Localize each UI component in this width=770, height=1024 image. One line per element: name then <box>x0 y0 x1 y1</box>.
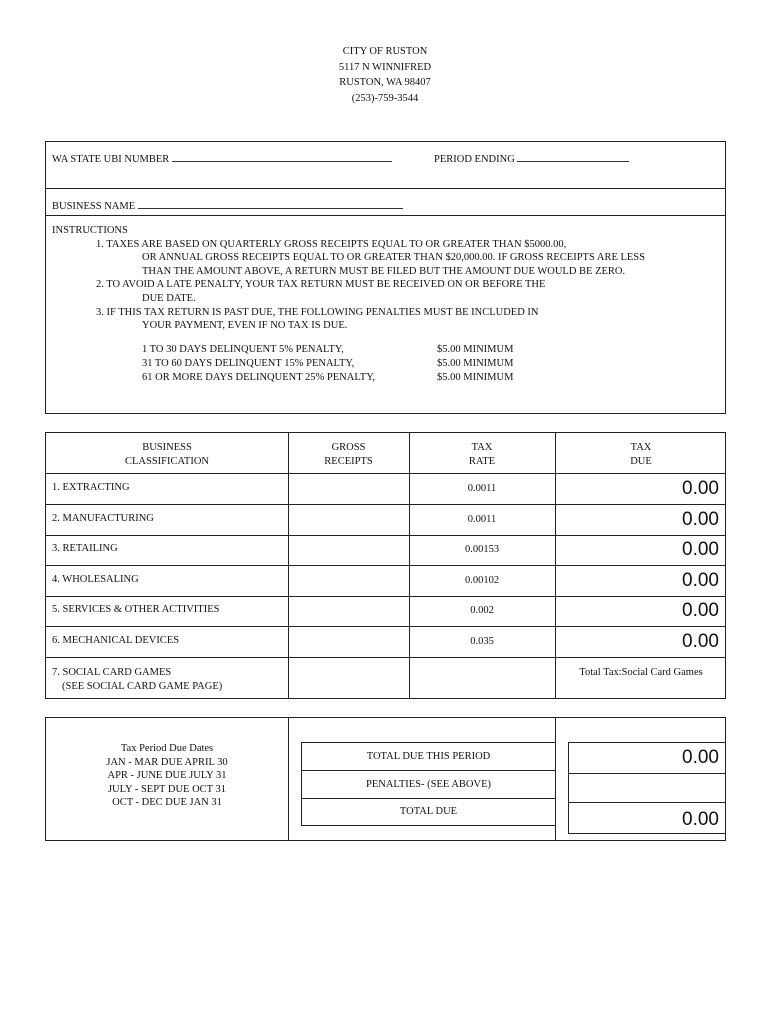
penalty-schedule <box>142 343 513 385</box>
header-rate <box>409 441 555 469</box>
header-due <box>555 441 727 469</box>
row-tax-due: 0.00 <box>682 600 719 621</box>
business-name-input-line[interactable] <box>138 198 403 209</box>
row-tax-due: 0.00 <box>682 478 719 499</box>
social-total-label: Total Tax:Social Card Games <box>579 667 703 678</box>
gross-receipts-input[interactable] <box>288 626 409 657</box>
ubi-input-line[interactable] <box>172 151 392 162</box>
instruction-line: DUE DATE. <box>142 292 196 304</box>
instruction-line: 1. TAXES ARE BASED ON QUARTERLY GROSS RECEIPTS EQUAL TO OR GREATER THAN $5000.00, <box>96 238 567 250</box>
header-text: RATE <box>468 456 496 467</box>
header-text: TAX <box>630 442 652 453</box>
penalty-min: $5.00 MINIMUM <box>437 358 514 369</box>
info-box <box>45 141 726 414</box>
due-date-line: JULY - SEPT DUE OCT 31 <box>107 783 227 795</box>
business-name-label: BUSINESS NAME <box>52 201 136 212</box>
header-text: GROSS <box>331 442 366 453</box>
row-name: 4. WHOLESALING <box>52 574 139 585</box>
header-gross <box>288 441 409 469</box>
due-dates-title: Tax Period Due Dates <box>120 743 214 754</box>
org-name: CITY OF RUSTON <box>342 46 428 57</box>
row-name: 3. RETAILING <box>52 543 118 554</box>
header-text: DUE <box>630 456 652 467</box>
summary-box <box>45 717 726 841</box>
period-input-line[interactable] <box>517 151 629 162</box>
row-tax-due: 0.00 <box>682 509 719 530</box>
penalty-desc: 1 TO 30 DAYS DELINQUENT 5% PENALTY, <box>142 344 344 355</box>
total-due-period-label: TOTAL DUE THIS PERIOD <box>366 751 491 762</box>
row-tax-due: 0.00 <box>682 570 719 591</box>
row-name: 2. MANUFACTURING <box>52 513 154 524</box>
total-due-period-value: 0.00 <box>682 747 719 768</box>
total-due-value: 0.00 <box>682 809 719 830</box>
ubi-label: WA STATE UBI NUMBER <box>52 154 170 165</box>
total-due-label: TOTAL DUE <box>399 806 458 817</box>
header-classification <box>46 441 288 469</box>
row-rate: 0.0011 <box>467 514 497 525</box>
gross-receipts-input[interactable] <box>288 596 409 626</box>
row-tax-due: 0.00 <box>682 631 719 652</box>
tax-table <box>45 432 726 699</box>
total-due-period-label-box <box>301 742 556 771</box>
gross-receipts-input[interactable] <box>288 657 409 698</box>
row-name: 6. MECHANICAL DEVICES <box>52 635 180 646</box>
header-text: BUSINESS <box>142 442 192 453</box>
due-date-line: APR - JUNE DUE JULY 31 <box>107 770 227 782</box>
penalty-row <box>142 343 513 357</box>
business-name-field[interactable] <box>52 198 403 212</box>
social-card-games <box>52 666 222 693</box>
due-date-line: OCT - DEC DUE JAN 31 <box>112 797 222 809</box>
period-label: PERIOD ENDING <box>434 154 515 165</box>
city-address: RUSTON, WA 98407 <box>339 77 431 88</box>
total-due-value-box[interactable] <box>568 802 726 834</box>
letterhead <box>0 44 770 106</box>
row-rate: 0.035 <box>470 636 494 647</box>
penalty-row <box>142 357 513 371</box>
gross-receipts-input[interactable] <box>288 565 409 596</box>
penalty-min: $5.00 MINIMUM <box>437 344 514 355</box>
due-date-line: JAN - MAR DUE APRIL 30 <box>106 756 228 768</box>
penalty-row <box>142 371 513 385</box>
header-text: RECEIPTS <box>324 456 373 467</box>
instruction-line: 2. TO AVOID A LATE PENALTY, YOUR TAX RETURN MUST BE RECEIVED ON OR BEFORE THE <box>96 279 546 291</box>
penalty-desc: 61 OR MORE DAYS DELINQUENT 25% PENALTY, <box>142 372 376 383</box>
row-name: 7. SOCIAL CARD GAMES <box>52 667 172 678</box>
header-text: TAX <box>471 442 493 453</box>
row-rate: 0.0011 <box>467 483 497 494</box>
penalties-value-box[interactable] <box>568 773 726 803</box>
header-text: CLASSIFICATION <box>124 456 209 467</box>
penalty-min: $5.00 MINIMUM <box>437 372 514 383</box>
instructions <box>52 224 645 333</box>
penalties-label-box <box>301 770 556 799</box>
row-rate: 0.00102 <box>464 575 500 586</box>
gross-receipts-input[interactable] <box>288 535 409 565</box>
row-subtext: (SEE SOCIAL CARD GAME PAGE) <box>62 680 223 692</box>
row-rate: 0.002 <box>470 605 494 616</box>
penalty-desc: 31 TO 60 DAYS DELINQUENT 15% PENALTY, <box>142 358 355 369</box>
instructions-title: INSTRUCTIONS <box>52 225 128 236</box>
instruction-line: YOUR PAYMENT, EVEN IF NO TAX IS DUE. <box>142 320 348 332</box>
total-due-label-box <box>301 798 556 826</box>
row-tax-due: 0.00 <box>682 539 719 560</box>
row-name: 5. SERVICES & OTHER ACTIVITIES <box>52 604 220 615</box>
row-name: 1. EXTRACTING <box>52 482 130 493</box>
row-rate: 0.00153 <box>464 544 500 555</box>
penalties-label: PENALTIES- (SEE ABOVE) <box>365 779 492 790</box>
total-due-period-value-box[interactable] <box>568 742 726 774</box>
ubi-field[interactable] <box>52 151 392 165</box>
instruction-line: THAN THE AMOUNT ABOVE, A RETURN MUST BE FILED BUT THE AMOUNT DUE WOULD BE ZERO. <box>142 265 626 277</box>
gross-receipts-input[interactable] <box>288 504 409 535</box>
gross-receipts-input[interactable] <box>288 473 409 504</box>
period-field[interactable] <box>434 151 629 165</box>
instruction-line: OR ANNUAL GROSS RECEIPTS EQUAL TO OR GREATER THAN $20,000.00. IF GROSS RECEIPTS ARE LESS <box>142 252 645 264</box>
due-dates <box>46 742 288 810</box>
street-address: 5117 N WINNIFRED <box>338 61 432 73</box>
phone-number: (253)-759-3544 <box>351 92 419 104</box>
instruction-line: 3. IF THIS TAX RETURN IS PAST DUE, THE FOLLOWING PENALTIES MUST BE INCLUDED IN <box>96 306 539 318</box>
